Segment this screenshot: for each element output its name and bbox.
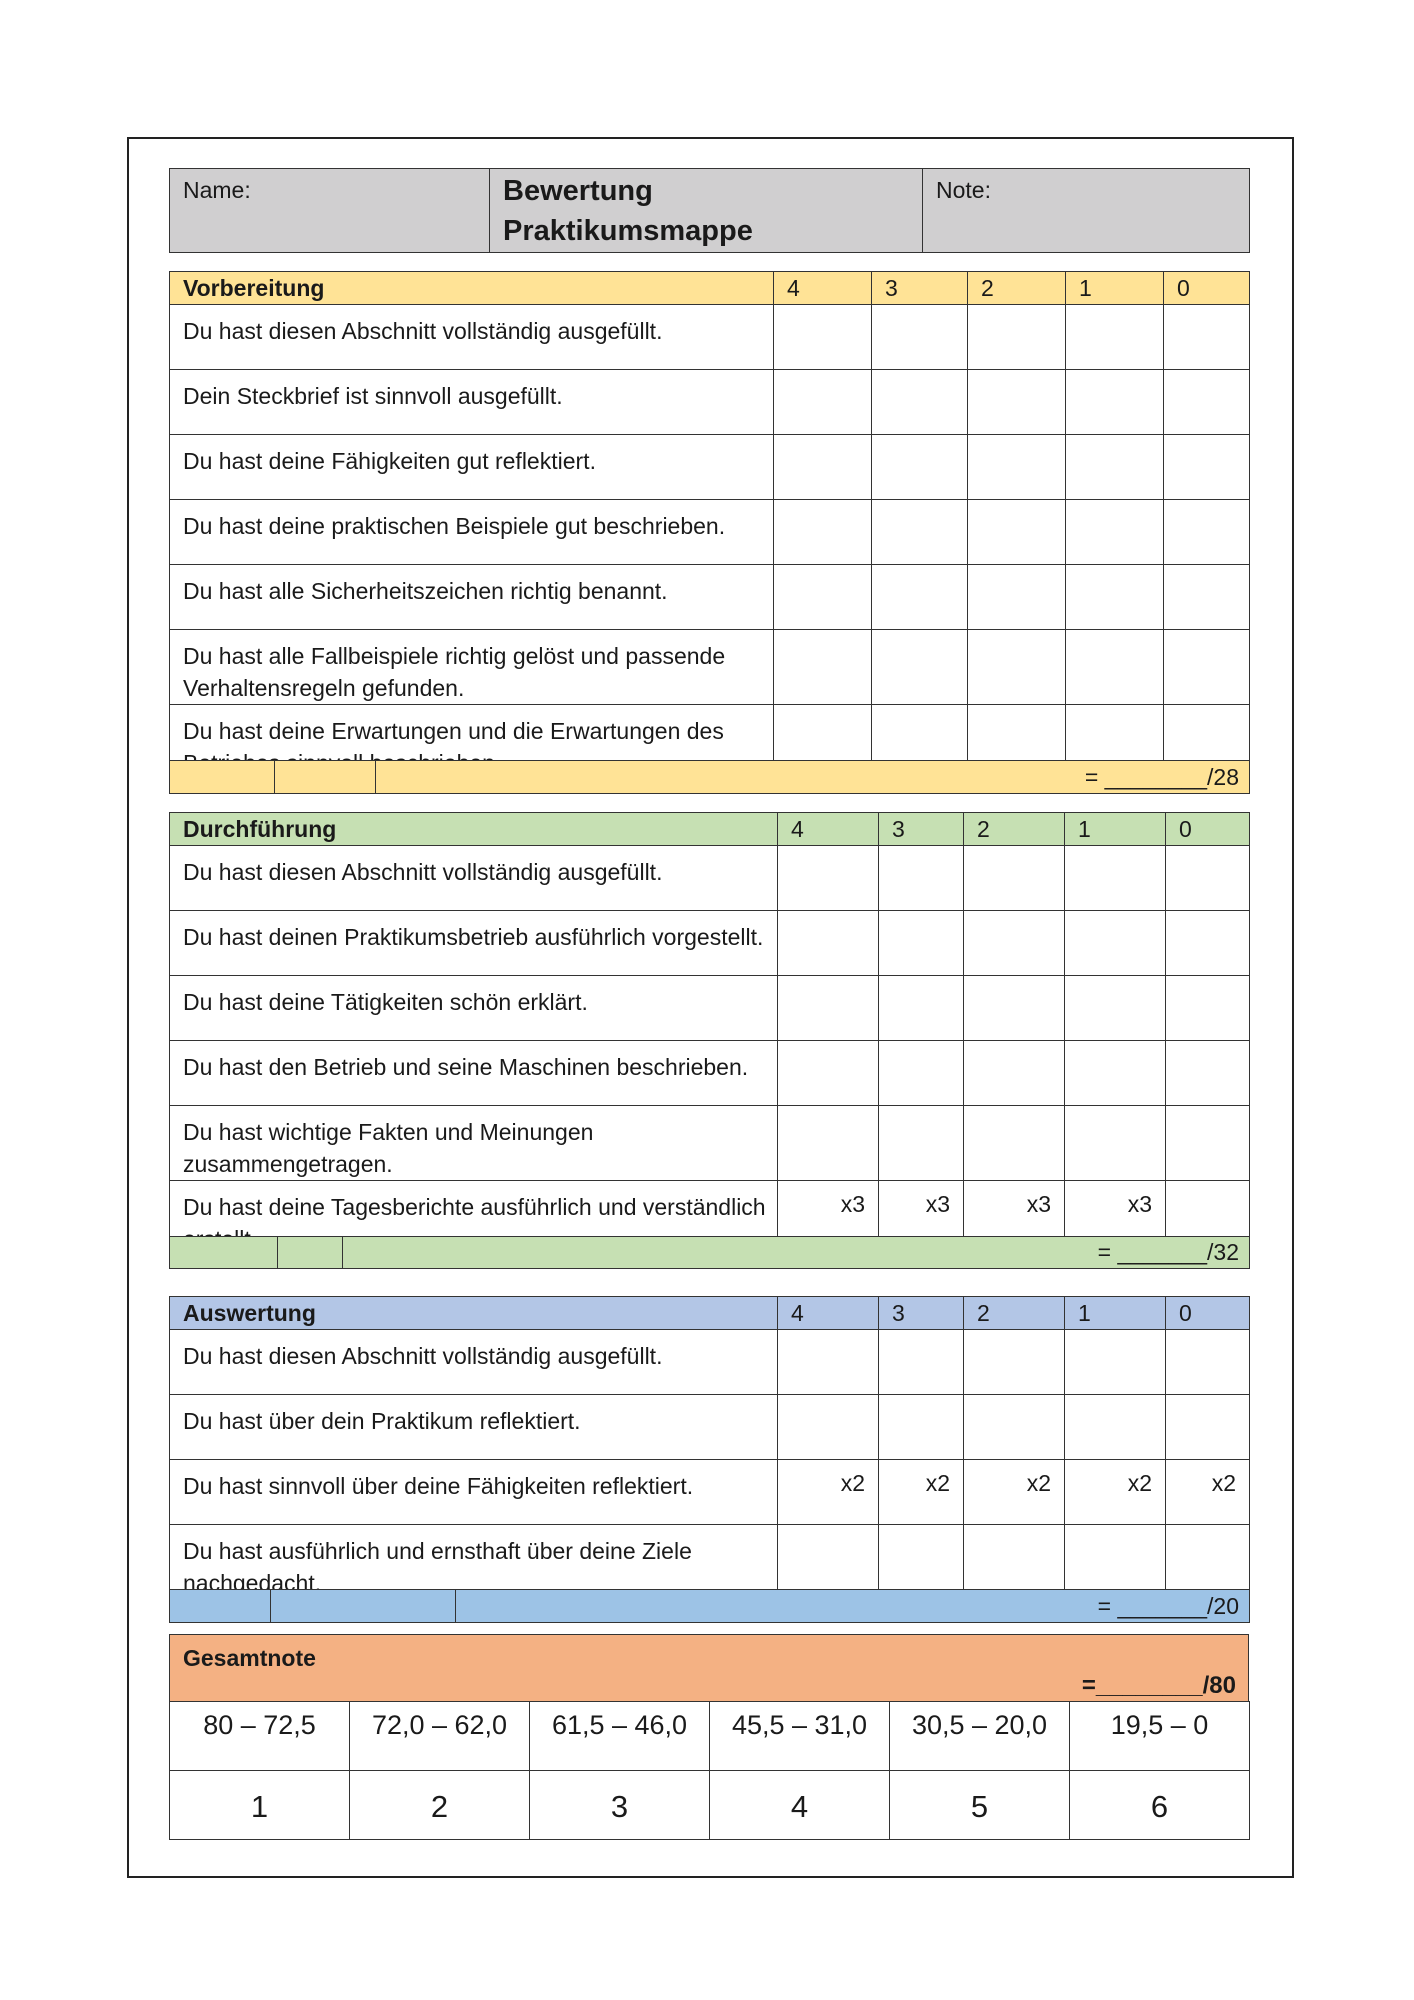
score-cell[interactable] <box>872 435 968 500</box>
criterion-text: Du hast deine Tätigkeiten schön erklärt. <box>170 976 778 1041</box>
score-header-3: 3 <box>872 272 968 305</box>
score-cell[interactable] <box>778 1330 879 1395</box>
section-durchfuehrung <box>169 812 1250 1256</box>
score-cell[interactable] <box>1164 630 1250 705</box>
criterion-text: Dein Steckbrief ist sinnvoll ausgefüllt. <box>170 370 774 435</box>
score-cell[interactable] <box>1066 435 1164 500</box>
criterion-text: Du hast deine Erwartungen und die Erwartungen des Betriebes sinnvoll beschrieben. <box>170 705 774 780</box>
score-cell[interactable] <box>1065 976 1166 1041</box>
score-cell[interactable] <box>1166 1041 1250 1106</box>
name-field[interactable] <box>170 169 490 253</box>
score-cell[interactable] <box>879 1041 964 1106</box>
grade-range: 61,5 – 46,0 <box>530 1702 710 1771</box>
score-cell[interactable] <box>778 911 879 976</box>
multiplier-cell[interactable]: x3 <box>1065 1181 1166 1256</box>
score-cell[interactable] <box>774 565 872 630</box>
score-cell[interactable] <box>774 500 872 565</box>
criterion-row <box>170 565 1250 630</box>
criterion-text: Du hast alle Sicherheitszeichen richtig benannt. <box>170 565 774 630</box>
score-cell[interactable] <box>774 630 872 705</box>
sum-row-vorbereitung <box>169 760 1250 794</box>
score-cell[interactable] <box>774 435 872 500</box>
score-cell[interactable] <box>968 435 1066 500</box>
multiplier-cell[interactable]: x3 <box>964 1181 1065 1256</box>
score-cell[interactable] <box>879 976 964 1041</box>
score-header-0: 0 <box>1166 1297 1250 1330</box>
gesamtnote-header <box>169 1634 1249 1702</box>
grade-range: 72,0 – 62,0 <box>350 1702 530 1771</box>
score-header-1: 1 <box>1066 272 1164 305</box>
score-cell[interactable] <box>1164 500 1250 565</box>
section-total: = _______/20 <box>456 1590 1250 1623</box>
score-cell[interactable] <box>1066 500 1164 565</box>
range-row <box>170 1702 1250 1771</box>
header-table <box>169 168 1250 253</box>
grade-scale-table <box>169 1701 1250 1840</box>
score-cell[interactable] <box>1164 305 1250 370</box>
section-title: Auswertung <box>170 1297 778 1330</box>
gesamtnote-total: =________/80 <box>1081 1672 1236 1699</box>
sum-row-auswertung <box>169 1589 1250 1623</box>
section-total: = ________/28 <box>376 761 1250 794</box>
criterion-text: Du hast diesen Abschnitt vollständig ausgefüllt. <box>170 305 774 370</box>
criterion-row <box>170 1041 1250 1106</box>
sum-row-durchfuehrung <box>169 1236 1250 1269</box>
grade-range: 19,5 – 0 <box>1070 1702 1250 1771</box>
title-line-1: Bewertung <box>503 175 653 207</box>
sum-cell[interactable] <box>170 1590 271 1623</box>
score-cell[interactable] <box>1166 846 1250 911</box>
score-cell[interactable] <box>1166 1395 1250 1460</box>
score-header-2: 2 <box>964 1297 1065 1330</box>
gesamtnote-title: Gesamtnote <box>183 1645 316 1671</box>
grade-range: 30,5 – 20,0 <box>890 1702 1070 1771</box>
score-cell[interactable] <box>964 1041 1065 1106</box>
criterion-row <box>170 305 1250 370</box>
score-cell[interactable] <box>1166 976 1250 1041</box>
score-cell[interactable] <box>968 630 1066 705</box>
title-line-2: Praktikumsmappe <box>503 215 753 247</box>
grade-value: 6 <box>1070 1771 1250 1840</box>
score-header-3: 3 <box>879 1297 964 1330</box>
note-label: Note: <box>936 177 991 203</box>
document-title <box>490 169 923 253</box>
score-cell[interactable] <box>872 370 968 435</box>
grade-range: 80 – 72,5 <box>170 1702 350 1771</box>
score-cell[interactable] <box>1065 1395 1166 1460</box>
criterion-text: Du hast wichtige Fakten und Meinungen zusammengetragen. <box>170 1106 778 1181</box>
score-cell[interactable] <box>964 1395 1065 1460</box>
score-cell[interactable] <box>879 1330 964 1395</box>
score-cell[interactable] <box>964 1330 1065 1395</box>
section-auswertung <box>169 1296 1250 1600</box>
score-cell[interactable] <box>964 911 1065 976</box>
grade-value: 1 <box>170 1771 350 1840</box>
score-cell[interactable] <box>1066 370 1164 435</box>
score-cell[interactable] <box>1166 911 1250 976</box>
score-header-4: 4 <box>778 813 879 846</box>
criterion-row <box>170 976 1250 1041</box>
criterion-text: Du hast sinnvoll über deine Fähigkeiten reflektiert. <box>170 1460 778 1525</box>
score-header-1: 1 <box>1065 1297 1166 1330</box>
score-cell[interactable] <box>1065 1330 1166 1395</box>
criterion-text: Du hast alle Fallbeispiele richtig gelöst und passende Verhaltensregeln gefunden. <box>170 630 774 705</box>
criterion-row <box>170 500 1250 565</box>
score-cell[interactable] <box>1164 435 1250 500</box>
score-cell[interactable] <box>872 565 968 630</box>
sum-cell[interactable] <box>275 761 376 794</box>
score-header-0: 0 <box>1166 813 1250 846</box>
score-cell[interactable] <box>774 370 872 435</box>
note-field[interactable] <box>923 169 1250 253</box>
score-cell[interactable] <box>964 846 1065 911</box>
grade-range: 45,5 – 31,0 <box>710 1702 890 1771</box>
score-cell[interactable] <box>1065 1041 1166 1106</box>
multiplier-cell[interactable]: x2 <box>1166 1460 1250 1525</box>
criterion-text: Du hast deine Fähigkeiten gut reflektiert. <box>170 435 774 500</box>
score-cell[interactable] <box>968 305 1066 370</box>
sum-cell[interactable] <box>170 1237 278 1269</box>
score-header-4: 4 <box>778 1297 879 1330</box>
criterion-text: Du hast den Betrieb und seine Maschinen beschrieben. <box>170 1041 778 1106</box>
score-header-4: 4 <box>774 272 872 305</box>
score-cell[interactable] <box>1066 305 1164 370</box>
criterion-row <box>170 435 1250 500</box>
grade-value: 3 <box>530 1771 710 1840</box>
score-header-2: 2 <box>968 272 1066 305</box>
criterion-text: Du hast deinen Praktikumsbetrieb ausführlich vorgestellt. <box>170 911 778 976</box>
score-cell[interactable] <box>872 630 968 705</box>
criterion-row <box>170 370 1250 435</box>
score-header-3: 3 <box>879 813 964 846</box>
score-cell[interactable] <box>1166 1106 1250 1181</box>
grade-row <box>170 1771 1250 1840</box>
gesamtnote-cell <box>170 1635 1249 1702</box>
multiplier-cell[interactable]: x3 <box>778 1181 879 1256</box>
criterion-text: Du hast deine praktischen Beispiele gut beschrieben. <box>170 500 774 565</box>
section-vorbereitung <box>169 271 1250 780</box>
score-cell[interactable] <box>964 1106 1065 1181</box>
score-cell[interactable] <box>1166 1330 1250 1395</box>
score-cell[interactable] <box>778 846 879 911</box>
multiplier-cell[interactable]: x2 <box>1065 1460 1166 1525</box>
score-cell[interactable] <box>1164 370 1250 435</box>
score-cell[interactable] <box>879 911 964 976</box>
criterion-row <box>170 1106 1250 1181</box>
sum-cell[interactable] <box>271 1590 456 1623</box>
criterion-text: Du hast diesen Abschnitt vollständig ausgefüllt. <box>170 1330 778 1395</box>
criterion-row <box>170 630 1250 705</box>
criterion-text: Du hast über dein Praktikum reflektiert. <box>170 1395 778 1460</box>
section-title: Vorbereitung <box>170 272 774 305</box>
criterion-text: Du hast deine Tagesberichte ausführlich und verständlich erstellt. <box>170 1181 778 1256</box>
name-label: Name: <box>183 177 251 203</box>
score-cell[interactable] <box>1065 1106 1166 1181</box>
score-cell[interactable] <box>879 846 964 911</box>
criterion-text: Du hast ausführlich und ernsthaft über deine Ziele nachgedacht. <box>170 1525 778 1600</box>
multiplier-cell[interactable]: x3 <box>879 1181 964 1256</box>
multiplier-cell[interactable]: x2 <box>964 1460 1065 1525</box>
score-cell[interactable] <box>968 500 1066 565</box>
grade-value: 4 <box>710 1771 890 1840</box>
score-cell[interactable] <box>872 305 968 370</box>
score-cell[interactable] <box>778 1041 879 1106</box>
score-header-0: 0 <box>1164 272 1250 305</box>
score-cell[interactable] <box>1065 911 1166 976</box>
multiplier-cell[interactable]: x2 <box>778 1460 879 1525</box>
score-cell[interactable] <box>1066 630 1164 705</box>
score-cell[interactable] <box>968 370 1066 435</box>
criterion-row <box>170 911 1250 976</box>
score-header-2: 2 <box>964 813 1065 846</box>
section-title: Durchführung <box>170 813 778 846</box>
score-cell[interactable] <box>1066 565 1164 630</box>
score-cell[interactable] <box>1065 846 1166 911</box>
multiplier-cell[interactable]: x2 <box>879 1460 964 1525</box>
criterion-row <box>170 1330 1250 1395</box>
score-cell[interactable] <box>872 500 968 565</box>
score-cell[interactable] <box>879 1106 964 1181</box>
score-cell[interactable] <box>774 305 872 370</box>
score-cell[interactable] <box>778 976 879 1041</box>
grade-value: 2 <box>350 1771 530 1840</box>
score-header-1: 1 <box>1065 813 1166 846</box>
criterion-row <box>170 1460 1250 1525</box>
score-cell[interactable] <box>778 1395 879 1460</box>
criterion-row <box>170 846 1250 911</box>
score-cell[interactable] <box>1164 565 1250 630</box>
sum-cell[interactable] <box>170 761 275 794</box>
grade-value: 5 <box>890 1771 1070 1840</box>
score-cell[interactable] <box>778 1106 879 1181</box>
score-cell[interactable] <box>968 565 1066 630</box>
section-total: = _______/32 <box>343 1237 1250 1269</box>
sum-cell[interactable] <box>278 1237 343 1269</box>
score-cell[interactable] <box>964 976 1065 1041</box>
score-cell[interactable] <box>879 1395 964 1460</box>
criterion-row <box>170 1395 1250 1460</box>
criterion-text: Du hast diesen Abschnitt vollständig ausgefüllt. <box>170 846 778 911</box>
